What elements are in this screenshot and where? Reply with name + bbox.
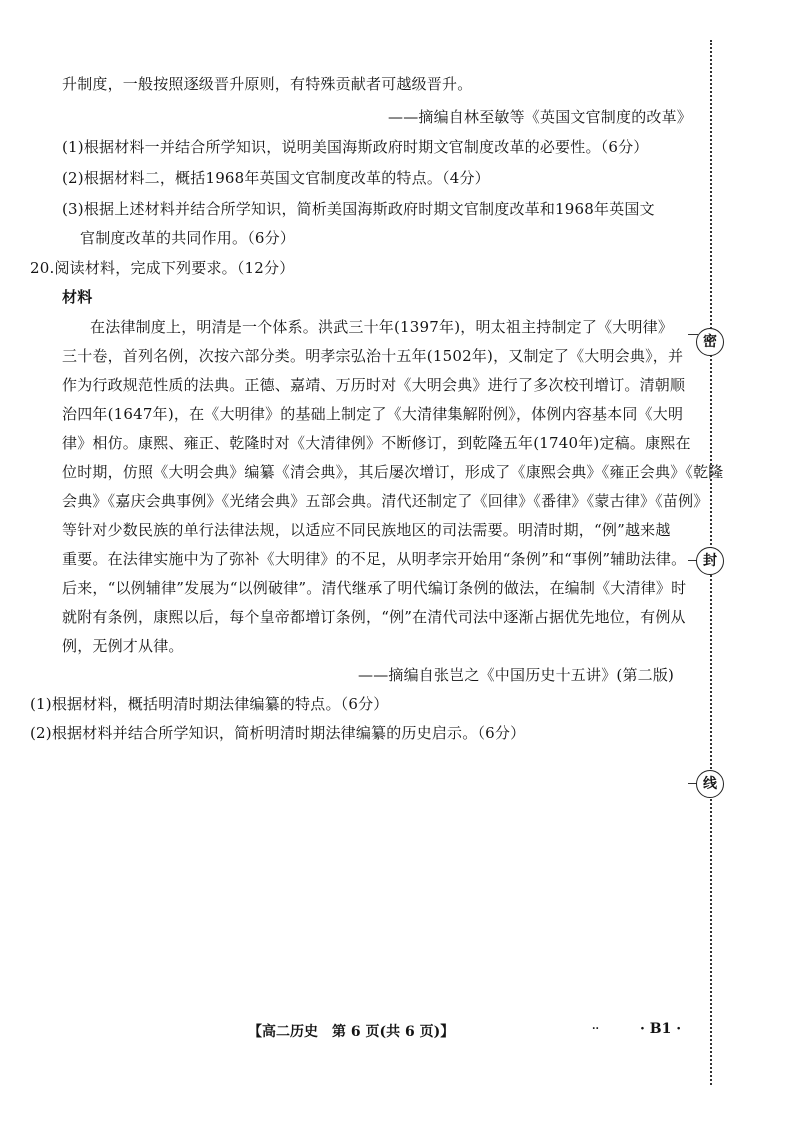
material-para-line-2: 三十卷，首列名例，次按六部分类。明孝宗弘治十五年(1502年)，又制定了《大明会典》，并 [62,347,684,365]
question-20-2: (2)根据材料并结合所学知识，简析明清时期法律编纂的历史启示。（6分） [30,724,526,742]
question-20-heading: 20.阅读材料，完成下列要求。（12分） [30,259,295,277]
material-para-line-3: 作为行政规范性质的法典。正德、嘉靖、万历时对《大明会典》进行了多次校刊增订。清朝顺 [62,376,686,394]
page-footer-title: 【高二历史 第 6 页(共 6 页)】 [248,1024,455,1040]
source-citation-2: ——摘编自张岂之《中国历史十五讲》(第二版) [358,666,675,684]
seal-mark-feng: 封 [696,547,724,575]
material-para-line-8: 等针对少数民族的单行法律法规，以适应不同民族地区的司法需要。明清时期，“例”越来越 [62,521,671,539]
material-para-line-11: 就附有条例，康熙以后，每个皇帝都增订条例，“例”在清代司法中逐渐占据优先地位，有例从 [62,608,686,626]
question-19-3-cont: 官制度改革的共同作用。（6分） [80,229,296,247]
material-para-line-7: 会典》《嘉庆会典事例》《光绪会典》五部会典。清代还制定了《回律》《番律》《蒙古律》《苗例》 [62,492,709,510]
material-para-line-12: 例，无例才从律。 [62,637,184,655]
material-para-line-10: 后来，“以例辅律”发展为“以例破律”。清代继承了明代编订条例的做法，在编制《大清律》时 [62,579,687,597]
material-para-line-1: 在法律制度上，明清是一个体系。洪武三十年(1397年)，明太祖主持制定了《大明律》 [90,318,674,336]
footer-mark: .. [592,1021,599,1032]
seal-mark-xian: 线 [696,770,724,798]
material-para-line-5: 律》相仿。康熙、雍正、乾隆时对《大清律例》不断修订，到乾隆五年(1740年)定稿。康熙在 [62,434,691,452]
material-label: 材料 [62,288,93,306]
question-20-1: (1)根据材料，概括明清时期法律编纂的特点。（6分） [30,695,389,713]
question-19-2: (2)根据材料二，概括1968年英国文官制度改革的特点。（4分） [62,169,490,187]
question-19-1: (1)根据材料一并结合所学知识，说明美国海斯政府时期文官制度改革的必要性。（6分） [62,138,649,156]
exam-version-code: · B1 · [640,1021,682,1037]
text-line-1: 升制度，一般按照逐级晋升原则，有特殊贡献者可越级晋升。 [62,75,473,93]
material-para-line-6: 位时期，仿照《大明会典》编纂《清会典》，其后屡次增订，形成了《康熙会典》《雍正会典》《乾隆 [62,463,724,481]
seal-mark-mi: 密 [696,328,724,356]
material-para-line-9: 重要。在法律实施中为了弥补《大明律》的不足，从明孝宗开始用“条例”和“事例”辅助法律。 [62,550,687,568]
question-19-3: (3)根据上述材料并结合所学知识，简析美国海斯政府时期文官制度改革和1968年英国文 [62,200,655,218]
source-citation-1: ——摘编自林至敏等《英国文官制度的改革》 [388,108,693,126]
material-para-line-4: 治四年(1647年)，在《大明律》的基础上制定了《大清律集解附例》，体例内容基本同《大明 [62,405,684,423]
